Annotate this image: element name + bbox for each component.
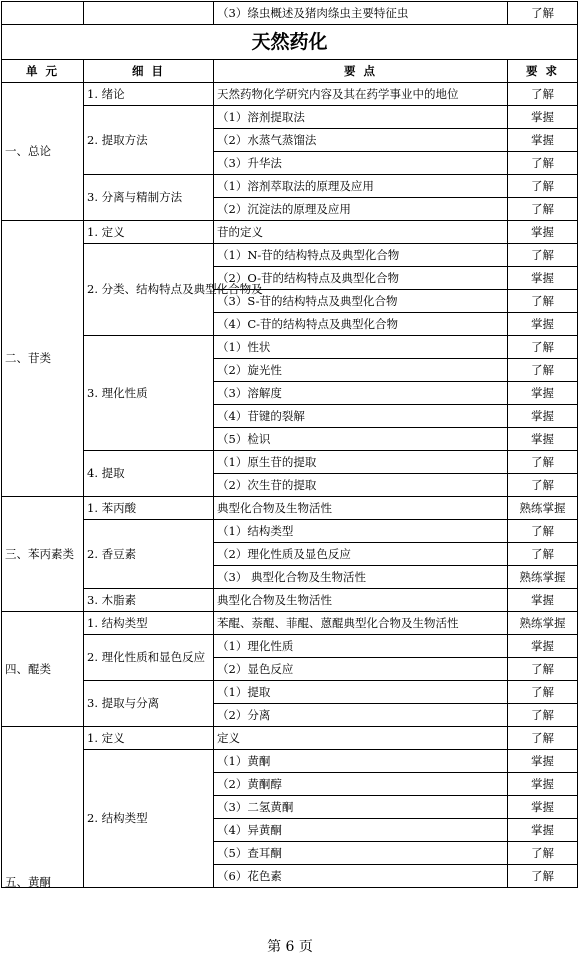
point-cell: （1）原生苷的提取 xyxy=(214,451,508,474)
requirement-cell: 掌握 xyxy=(508,819,578,842)
requirement-cell: 了解 xyxy=(508,474,578,497)
point-cell: （2）O-苷的结构特点及典型化合物 xyxy=(214,267,508,290)
table-row xyxy=(2,106,578,129)
table-row xyxy=(2,520,578,543)
table-row xyxy=(2,244,578,267)
table-row xyxy=(2,750,578,773)
unit-name-cell: 四、醌类 xyxy=(2,612,84,727)
item-name-cell: 3. 理化性质 xyxy=(84,336,214,451)
requirement-cell: 了解 xyxy=(508,727,578,750)
item-name-cell: 1. 结构类型 xyxy=(84,612,214,635)
requirement-cell: 了解 xyxy=(508,359,578,382)
requirement-cell: 了解 xyxy=(508,83,578,106)
point-cell: （3）绦虫概述及猪肉绦虫主要特征虫 xyxy=(214,2,508,25)
requirement-cell: 了解 xyxy=(508,198,578,221)
item-name-cell: 1. 绪论 xyxy=(84,83,214,106)
requirement-cell: 了解 xyxy=(508,520,578,543)
point-cell: （2）水蒸气蒸馏法 xyxy=(214,129,508,152)
requirement-cell: 了解 xyxy=(508,244,578,267)
point-cell: （6）花色素 xyxy=(214,865,508,888)
requirement-cell: 掌握 xyxy=(508,129,578,152)
item-name-cell: 2. 香豆素 xyxy=(84,520,214,589)
item-name-cell: 3. 提取与分离 xyxy=(84,681,214,727)
point-cell: （4）苷键的裂解 xyxy=(214,405,508,428)
requirement-cell: 了解 xyxy=(508,842,578,865)
item-name-cell: 1. 定义 xyxy=(84,221,214,244)
unit-name-cell: 三、苯丙素类 xyxy=(2,497,84,612)
table-row xyxy=(2,727,578,750)
requirement-cell: 了解 xyxy=(508,290,578,313)
table-row xyxy=(2,175,578,198)
point-cell: （4）C-苷的结构特点及典型化合物 xyxy=(214,313,508,336)
point-cell: （3）二氢黄酮 xyxy=(214,796,508,819)
point-cell: （2）旋光性 xyxy=(214,359,508,382)
header-requirement: 要 求 xyxy=(508,60,578,83)
requirement-cell: 了解 xyxy=(508,152,578,175)
point-cell: 典型化合物及生物活性 xyxy=(214,589,508,612)
requirement-cell: 掌握 xyxy=(508,313,578,336)
requirement-cell: 了解 xyxy=(508,865,578,888)
requirement-cell: 掌握 xyxy=(508,635,578,658)
requirement-cell: 掌握 xyxy=(508,773,578,796)
point-cell: （2）显色反应 xyxy=(214,658,508,681)
point-cell: （2）黄酮醇 xyxy=(214,773,508,796)
point-cell: 典型化合物及生物活性 xyxy=(214,497,508,520)
point-cell: （1）黄酮 xyxy=(214,750,508,773)
requirement-cell: 掌握 xyxy=(508,106,578,129)
point-cell: （3） 典型化合物及生物活性 xyxy=(214,566,508,589)
requirement-cell: 了解 xyxy=(508,704,578,727)
table-row xyxy=(2,336,578,359)
point-cell: 天然药物化学研究内容及其在药学事业中的地位 xyxy=(214,83,508,106)
requirement-cell: 了解 xyxy=(508,451,578,474)
point-cell: （2）沉淀法的原理及应用 xyxy=(214,198,508,221)
section-title-row xyxy=(2,25,578,60)
syllabus-table xyxy=(1,1,578,888)
table-row xyxy=(2,83,578,106)
item-name-cell: 2. 理化性质和显色反应 xyxy=(84,635,214,681)
point-cell: （1）性状 xyxy=(214,336,508,359)
point-cell: （1）提取 xyxy=(214,681,508,704)
item-name-cell: 3. 分离与精制方法 xyxy=(84,175,214,221)
requirement-cell: 掌握 xyxy=(508,267,578,290)
requirement-cell: 掌握 xyxy=(508,405,578,428)
header-unit: 单 元 xyxy=(2,60,84,83)
item-name-cell: 2. 结构类型 xyxy=(84,750,214,888)
table-row xyxy=(2,612,578,635)
unit-name-cell xyxy=(2,727,84,888)
point-cell: （5）检识 xyxy=(214,428,508,451)
page-number: 第 6 页 xyxy=(267,939,313,955)
unit-name-cut: 五、黄酮 xyxy=(5,875,51,889)
table-row xyxy=(2,451,578,474)
requirement-cell: 了解 xyxy=(508,2,578,25)
unit-name-cell: 一、总论 xyxy=(2,83,84,221)
table-row xyxy=(2,681,578,704)
requirement-cell: 了解 xyxy=(508,543,578,566)
requirement-cell: 了解 xyxy=(508,681,578,704)
item-name-cell: 3. 木脂素 xyxy=(84,589,214,612)
point-cell: 定义 xyxy=(214,727,508,750)
requirement-cell: 掌握 xyxy=(508,796,578,819)
requirement-cell: 了解 xyxy=(508,658,578,681)
table-row xyxy=(2,635,578,658)
table-body xyxy=(2,2,578,888)
point-cell: 苷的定义 xyxy=(214,221,508,244)
point-cell: （3）S-苷的结构特点及典型化合物 xyxy=(214,290,508,313)
requirement-cell: 了解 xyxy=(508,336,578,359)
item-name-cell: 4. 提取 xyxy=(84,451,214,497)
point-cell: （3）溶解度 xyxy=(214,382,508,405)
requirement-cell: 掌握 xyxy=(508,382,578,405)
item-name-cell: 1. 定义 xyxy=(84,727,214,750)
item-name-cell: 2. 分类、结构特点及典型化合物及 xyxy=(84,244,214,336)
point-cell: （2）分离 xyxy=(214,704,508,727)
section-title: 天然药化 xyxy=(2,25,578,60)
item-name-cell: 2. 提取方法 xyxy=(84,106,214,175)
requirement-cell: 熟练掌握 xyxy=(508,566,578,589)
header-point: 要 点 xyxy=(214,60,508,83)
point-cell: （3）升华法 xyxy=(214,152,508,175)
point-cell: （1）N-苷的结构特点及典型化合物 xyxy=(214,244,508,267)
requirement-cell: 了解 xyxy=(508,175,578,198)
table-row xyxy=(2,497,578,520)
table-row xyxy=(2,589,578,612)
requirement-cell: 掌握 xyxy=(508,428,578,451)
header-row xyxy=(2,60,578,83)
requirement-cell: 熟练掌握 xyxy=(508,612,578,635)
item-cell xyxy=(84,2,214,25)
unit-cell xyxy=(2,2,84,25)
point-cell: （2）理化性质及显色反应 xyxy=(214,543,508,566)
point-cell: （1）结构类型 xyxy=(214,520,508,543)
point-cell: 苯醌、萘醌、菲醌、蒽醌典型化合物及生物活性 xyxy=(214,612,508,635)
item-name-cell: 1. 苯丙酸 xyxy=(84,497,214,520)
table-row xyxy=(2,2,578,25)
requirement-cell: 掌握 xyxy=(508,750,578,773)
point-cell: （2）次生苷的提取 xyxy=(214,474,508,497)
point-cell: （5）查耳酮 xyxy=(214,842,508,865)
requirement-cell: 掌握 xyxy=(508,589,578,612)
point-cell: （1）理化性质 xyxy=(214,635,508,658)
point-cell: （1）溶剂提取法 xyxy=(214,106,508,129)
table-row xyxy=(2,221,578,244)
unit-name-cell: 二、苷类 xyxy=(2,221,84,497)
point-cell: （1）溶剂萃取法的原理及应用 xyxy=(214,175,508,198)
point-cell: （4）异黄酮 xyxy=(214,819,508,842)
header-item: 细 目 xyxy=(84,60,214,83)
requirement-cell: 掌握 xyxy=(508,221,578,244)
requirement-cell: 熟练掌握 xyxy=(508,497,578,520)
